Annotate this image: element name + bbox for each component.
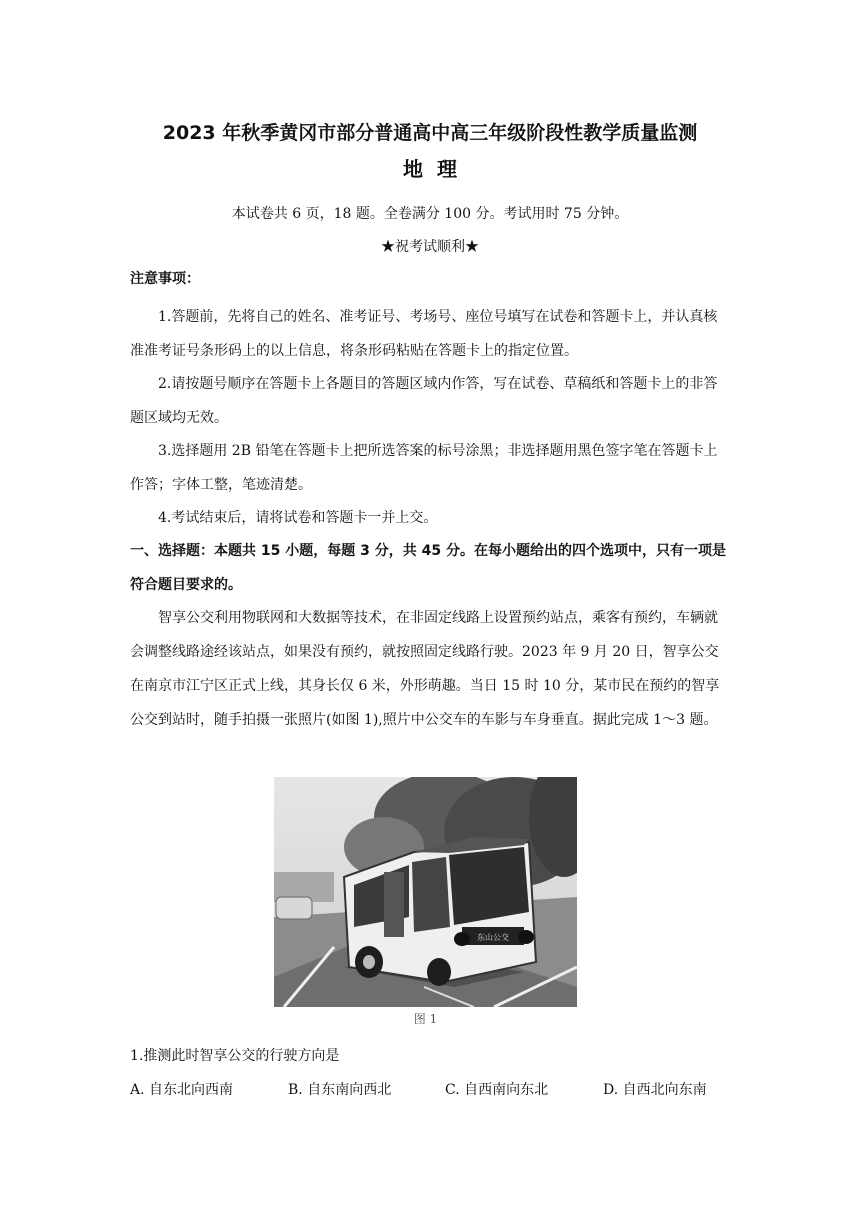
bus-photo <box>274 777 577 1007</box>
option-a[interactable]: A. 自东北向西南 <box>130 1082 234 1098</box>
option-c[interactable]: C. 自西南向东北 <box>445 1082 549 1098</box>
figure-caption: 图 1 <box>413 1012 438 1026</box>
notice-item-4: 4.考试结束后，请将试卷和答题卡一并上交。 <box>158 510 438 526</box>
subject-title: 地理 <box>403 157 471 181</box>
good-luck-line: ★祝考试顺利★ <box>381 239 479 255</box>
question-1-stem: 1.推测此时智享公交的行驶方向是 <box>130 1048 340 1064</box>
bus-sign-text: 东山公交 <box>477 933 509 942</box>
option-d[interactable]: D. 自西北向东南 <box>603 1082 707 1098</box>
option-b[interactable]: B. 自东南向西北 <box>288 1082 392 1098</box>
notice-item-3: 3.选择题用 2B 铅笔在答题卡上把所选答案的标号涂黑；非选择题用黑色签字笔在答题卡上作答；字体工整，笔迹清楚。 <box>130 443 718 493</box>
notice-heading: 注意事项： <box>130 271 200 287</box>
notice-item-2: 2.请按题号顺序在答题卡上各题目的答题区域内作答，写在试卷、草稿纸和答题卡上的非答题区域均无效。 <box>130 376 718 426</box>
exam-title: 2023 年秋季黄冈市部分普通高中高三年级阶段性教学质量监测 <box>162 122 698 144</box>
notice-item-1: 1.答题前，先将自己的姓名、准考证号、考场号、座位号填写在试卷和答题卡上，并认真核准准考证号条形码上的以上信息，将条形码粘贴在答题卡上的指定位置。 <box>130 309 718 359</box>
exam-info: 本试卷共 6 页，18 题。全卷满分 100 分。考试用时 75 分钟。 <box>231 206 629 222</box>
passage-text: 智享公交利用物联网和大数据等技术，在非固定线路上设置预约站点，乘客有预约，车辆就会调整线路途经该站点，如果没有预约，就按照固定线路行驶。2023 年 9 月 20 日，智享公交在南京市江宁区正式上线，其身长仅 6 米，外形萌趣。当日 15 时 10 分，某市民在预约的智享公交到站时，随手拍摄一张照片(如图 1),照片中公交车的车影与车身垂直。据此完成 1～3 题。 <box>130 610 720 728</box>
section-heading: 一、选择题：本题共 15 小题，每题 3 分，共 45 分。在每小题给出的四个选项中，只有一项是符合题目要求的。 <box>130 543 726 593</box>
